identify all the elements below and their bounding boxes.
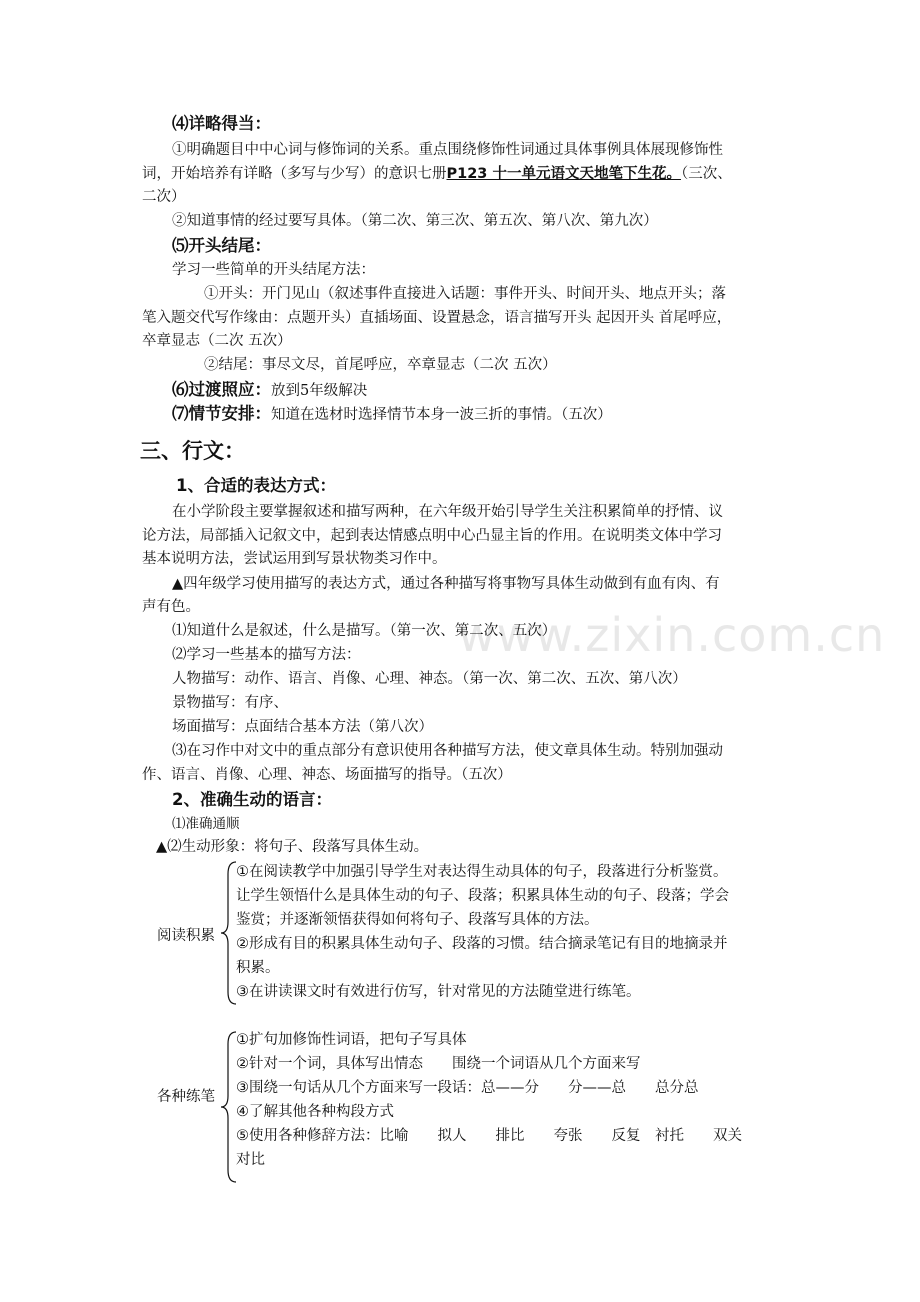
s4-p1-line1: ①明确题目中中心词与修饰词的关系。重点围绕修饰性词通过具体事例具体展现修饰性 [172, 142, 723, 158]
s3-p2-line2: 声有色。 [142, 599, 200, 615]
s3-item2: ⑵学习一些基本的描写方法： [172, 647, 361, 663]
reading-line-6: ③在讲读课文时有效进行仿写，针对常见的方法随堂进行练笔。 [236, 984, 641, 1000]
s3-p2-line1: ▲四年级学习使用描写的表达方式，通过各种描写将事物写具体生动做到有血有肉、有 [172, 576, 720, 592]
s3-event-description: 场面描写：点面结合基本方法（第八次） [172, 719, 433, 735]
practice-line-5: ⑤使用各种修辞方法：比喻 拟人 排比 夸张 反复 衬托 双关 [236, 1128, 742, 1144]
s3-item3-line2: 作、语言、肖像、心理、神态、场面描写的指导。（五次） [142, 767, 512, 783]
s4-p1-line2-pre: 词，开始培养有详略（多写与少写）的意识七册 [142, 166, 447, 182]
practice-line-6: 对比 [236, 1152, 265, 1168]
s7-line [172, 404, 612, 425]
s6-text: 放到5年级解决 [271, 383, 368, 399]
s7-text: 知道在选材时选择情节本身一波三折的事情。（五次） [271, 407, 612, 423]
watermark: www.zixin.com.cn [458, 608, 886, 662]
s4-p1-line2 [142, 164, 732, 184]
s5-intro: 学习一些简单的开头结尾方法： [172, 262, 375, 278]
reading-line-5: 积累。 [236, 960, 280, 976]
s5-ending: ②结尾：事尽文尽，首尾呼应，卒章显志（二次 五次） [204, 357, 557, 373]
practice-line-3: ③围绕一句话从几个方面来写一段话：总——分 分——总 总分总 [236, 1080, 699, 1096]
s4-p1-line2-post: （三次、 [680, 166, 732, 182]
sub-heading-language: 2、准确生动的语言： [172, 790, 332, 809]
practice-label: 各种练笔 [157, 1089, 215, 1105]
s6-line [172, 380, 367, 401]
s4-p2: ②知道事情的经过要写具体。（第二次、第三次、第五次、第八次、第九次） [172, 213, 658, 229]
reading-line-2: 让学生领悟什么是具体生动的句子、段落；积累具体生动的句子、段落；学会 [236, 888, 729, 904]
s3-p1-line1: 在小学阶段主要掌握叙述和描写两种，在六年级开始引导学生关注积累简单的抒情、议 [172, 504, 723, 520]
s3-person-description: 人物描写：动作、语言、肖像、心理、神态。（第一次、第二次、五次、第八次） [172, 671, 687, 687]
s4-p1-line3: 二次） [142, 189, 186, 205]
s3-item1: ⑴知道什么是叙述，什么是描写。（第一次、第二次、五次） [172, 623, 557, 639]
heading-plot: ⑺情节安排： [172, 404, 271, 423]
heading-transition: ⑹过渡照应： [172, 380, 271, 399]
heading-detail: ⑷详略得当： [172, 114, 271, 133]
section-title: 三、行文： [140, 439, 245, 463]
s3-lang-item1: ⑴准确通顺 [172, 816, 240, 832]
sub-heading-expression: 1、合适的表达方式： [176, 476, 336, 495]
practice-line-4: ④了解其他各种构段方式 [236, 1104, 394, 1120]
textbook-reference: P123 十一单元语文天地笔下生花。 [446, 166, 681, 182]
practice-line-2: ②针对一个词，具体写出情态 围绕一个词语从几个方面来写 [236, 1056, 641, 1072]
s3-scenery-description: 景物描写：有序、 [172, 695, 288, 711]
reading-line-1: ①在阅读教学中加强引导学生对表达得生动具体的句子，段落进行分析鉴赏。 [236, 864, 728, 880]
s3-lang-item2: ▲⑵生动形象：将句子、段落写具体生动。 [156, 839, 429, 855]
s3-p1-line2: 论方法，局部插入记叙文中，起到表达情感点明中心凸显主旨的作用。在说明类文体中学习 [142, 528, 722, 544]
s3-p1-line3: 基本说明方法，尝试运用到写景状物类习作中。 [142, 551, 447, 567]
s5-opening-line2: 笔入题交代写作缘由：点题开头）直插场面、设置悬念，语言描写开头 起因开头 首尾呼应， [142, 310, 732, 326]
practice-line-1: ①扩句加修饰性词语，把句子写具体 [236, 1032, 467, 1048]
reading-line-3: 鉴赏；并逐渐领悟获得如何将句子、段落写具体的方法。 [236, 912, 599, 928]
reading-line-4: ②形成有目的积累具体生动句子、段落的习惯。结合摘录笔记有目的地摘录并 [236, 936, 728, 952]
s3-item3-line1: ⑶在习作中对文中的重点部分有意识使用各种描写方法，使文章具体生动。特别加强动 [172, 743, 723, 759]
heading-opening-ending: ⑸开头结尾： [172, 236, 271, 255]
s5-opening-line3: 卒章显志（二次 五次） [142, 333, 292, 349]
s5-opening-line1: ①开头：开门见山（叙述事件直接进入话题：事件开头、时间开头、地点开头；落 [204, 286, 726, 302]
reading-label: 阅读积累 [157, 928, 215, 944]
